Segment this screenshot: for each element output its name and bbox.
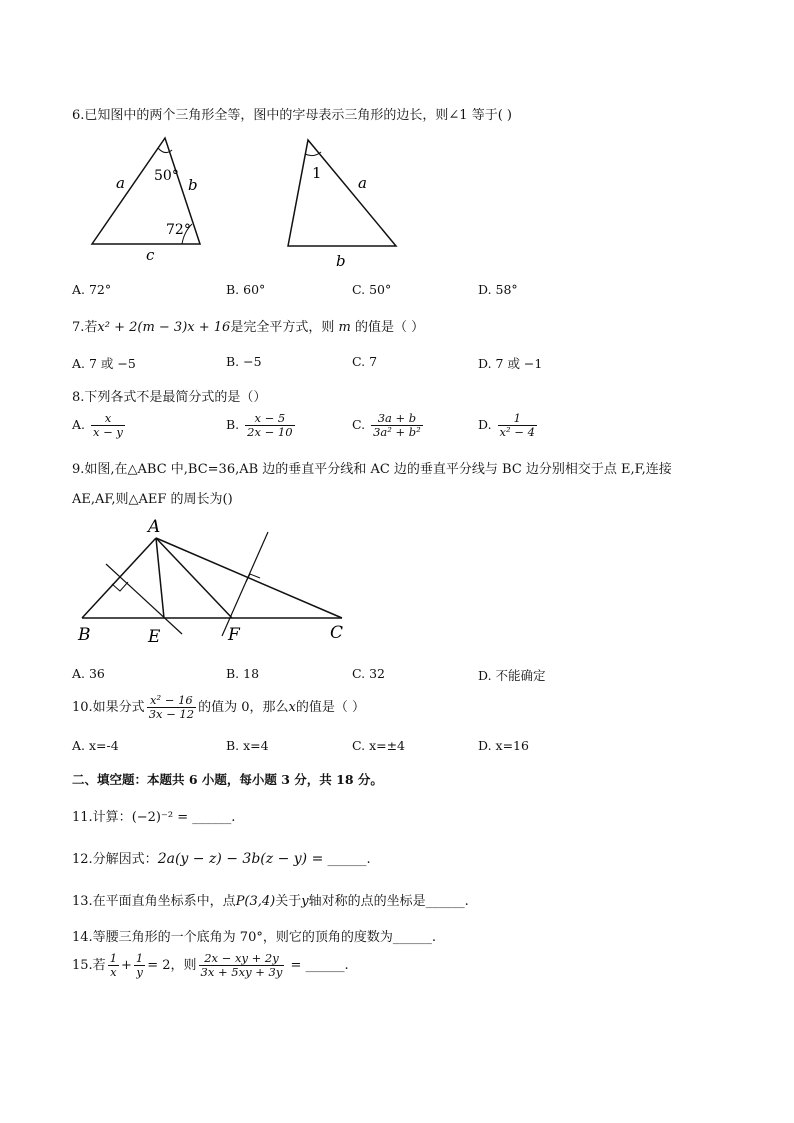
label-c1: c: [146, 246, 155, 264]
q11-blank[interactable]: ______.: [192, 810, 236, 825]
q7-post: 是完全平方式，则: [230, 320, 335, 335]
frac-num: 1: [135, 951, 144, 965]
q14-text: 14.等腰三角形的一个底角为 70°，则它的顶角的度数为______.: [72, 930, 436, 945]
frac-den: y: [136, 965, 143, 980]
frac-den: x: [110, 965, 117, 980]
q13-var: y: [301, 894, 309, 909]
frac-num: 3a + b: [371, 412, 423, 426]
point-B: B: [78, 625, 91, 645]
q13-point: P(3,4): [235, 894, 276, 909]
q10-stem: [72, 694, 365, 721]
q6-figure: [80, 132, 410, 272]
q13-stem: [72, 890, 469, 909]
q8-option-d[interactable]: [478, 412, 539, 439]
q12-expr: 2a(y − z) − 3b(z − y) =: [157, 851, 324, 867]
q9-line2: AE,AF,则△AEF 的周长为(): [72, 492, 233, 507]
q10-option-a[interactable]: A. x=-4: [72, 738, 119, 753]
point-E: E: [148, 627, 161, 647]
q8-frac-d: [498, 412, 537, 439]
q9-option-c[interactable]: C. 32: [352, 666, 385, 681]
frac-num: 1: [109, 951, 118, 965]
q15-stem: [72, 952, 349, 979]
q6-option-d[interactable]: D. 58°: [478, 282, 518, 297]
q7-tail: 的值是（ ）: [354, 320, 425, 335]
q10-option-b[interactable]: B. x=4: [226, 738, 269, 753]
label-b2: b: [336, 252, 346, 270]
q6-option-a[interactable]: A. 72°: [72, 282, 112, 297]
frac-den: 3a² + b²: [373, 425, 421, 440]
q12-stem: [72, 848, 371, 867]
q10-mid: 的值为 0，那么: [198, 700, 289, 716]
label-a2: a: [358, 174, 367, 192]
q7-option-a[interactable]: A. 7 或 −5: [72, 356, 136, 371]
q11-stem: [72, 806, 235, 825]
q15-frac-2: [134, 952, 145, 979]
q7-expr: x² + 2(m − 3)x + 16: [97, 320, 231, 335]
q8-option-c-label: C.: [352, 417, 366, 433]
frac-den: x² − 4: [499, 425, 535, 440]
angle-50: 50°: [154, 168, 179, 184]
q10-tail: 的值是（ ）: [295, 700, 365, 716]
q8-frac-a: [91, 412, 125, 439]
q6-text: 6.已知图中的两个三角形全等，图中的字母表示三角形的边长，则∠1 等于( ): [72, 108, 512, 123]
q15-eq: = 2，则: [147, 958, 197, 974]
angle-72: 72°: [166, 222, 191, 238]
q8-option-b[interactable]: [226, 412, 297, 439]
q10-frac: [147, 694, 196, 721]
q7-option-d[interactable]: D. 7 或 −1: [478, 356, 543, 371]
q9-option-a[interactable]: A. 36: [72, 666, 105, 681]
q10-option-d[interactable]: D. x=16: [478, 738, 529, 753]
triangle-2: [288, 140, 396, 246]
q8-option-b-label: B.: [226, 417, 240, 433]
q7-var: m: [338, 320, 351, 335]
section-2-heading: 二、填空题：本题共 6 小题，每小题 3 分，共 18 分。: [72, 772, 383, 787]
frac-den: 3x − 12: [148, 707, 195, 722]
frac-num: x: [91, 412, 125, 426]
q8-text: 8.下列各式不是最简分式的是（）: [72, 390, 267, 405]
q7-stem: [72, 316, 424, 335]
q7-option-b[interactable]: B. −5: [226, 354, 262, 369]
q10-var: x: [288, 700, 296, 716]
q12-pre: 12.分解因式：: [72, 852, 158, 867]
q15-frac-3: [199, 952, 285, 979]
q15-plus: +: [121, 958, 132, 974]
q6-option-b[interactable]: B. 60°: [226, 282, 266, 297]
q8-option-a-label: A.: [72, 417, 86, 433]
q13-tail: 轴对称的点的坐标是______.: [308, 894, 469, 909]
q9-figure: [72, 512, 362, 652]
q11-expr: (−2)⁻² =: [131, 810, 189, 825]
q8-option-a[interactable]: [72, 412, 127, 439]
q10-option-c[interactable]: C. x=±4: [352, 738, 406, 753]
point-F: F: [228, 625, 240, 645]
q8-option-d-label: D.: [478, 417, 492, 433]
q12-blank[interactable]: ______.: [327, 852, 371, 867]
frac-den: 3x + 5xy + 3y: [200, 965, 283, 980]
q8-frac-c: [371, 412, 423, 439]
q8-frac-b: [245, 412, 294, 439]
frac-den: 2x − 10: [247, 425, 293, 440]
frac-num: x² − 16: [147, 694, 196, 708]
q9-line1: 9.如图,在△ABC 中,BC=36,AB 边的垂直平分线和 AC 边的垂直平分线与 BC 边分别相交于点 E,F,连接: [72, 462, 672, 477]
q10-pre: 10.如果分式: [72, 700, 145, 716]
label-a1: a: [116, 174, 125, 192]
q7-pre: 7.若: [72, 320, 98, 335]
label-b1: b: [188, 176, 198, 194]
point-C: C: [330, 623, 344, 643]
q13-pre: 13.在平面直角坐标系中，点: [72, 894, 236, 909]
q15-tail[interactable]: = ______.: [290, 958, 349, 974]
q13-mid: 关于: [275, 894, 302, 909]
q7-option-c[interactable]: C. 7: [352, 354, 378, 369]
q9-option-b[interactable]: B. 18: [226, 666, 260, 681]
label-1: 1: [312, 164, 322, 182]
q9-option-d[interactable]: D. 不能确定: [478, 668, 546, 683]
frac-num: x − 5: [245, 412, 294, 426]
point-A: A: [148, 517, 161, 537]
q11-pre: 11.计算：: [72, 810, 132, 825]
frac-num: 1: [498, 412, 537, 426]
q15-frac-1: [108, 952, 119, 979]
q8-option-c[interactable]: [352, 412, 425, 439]
frac-den: x − y: [93, 425, 123, 440]
frac-num: 2x − xy + 2y: [199, 952, 285, 966]
q6-option-c[interactable]: C. 50°: [352, 282, 392, 297]
q15-pre: 15.若: [72, 958, 106, 974]
